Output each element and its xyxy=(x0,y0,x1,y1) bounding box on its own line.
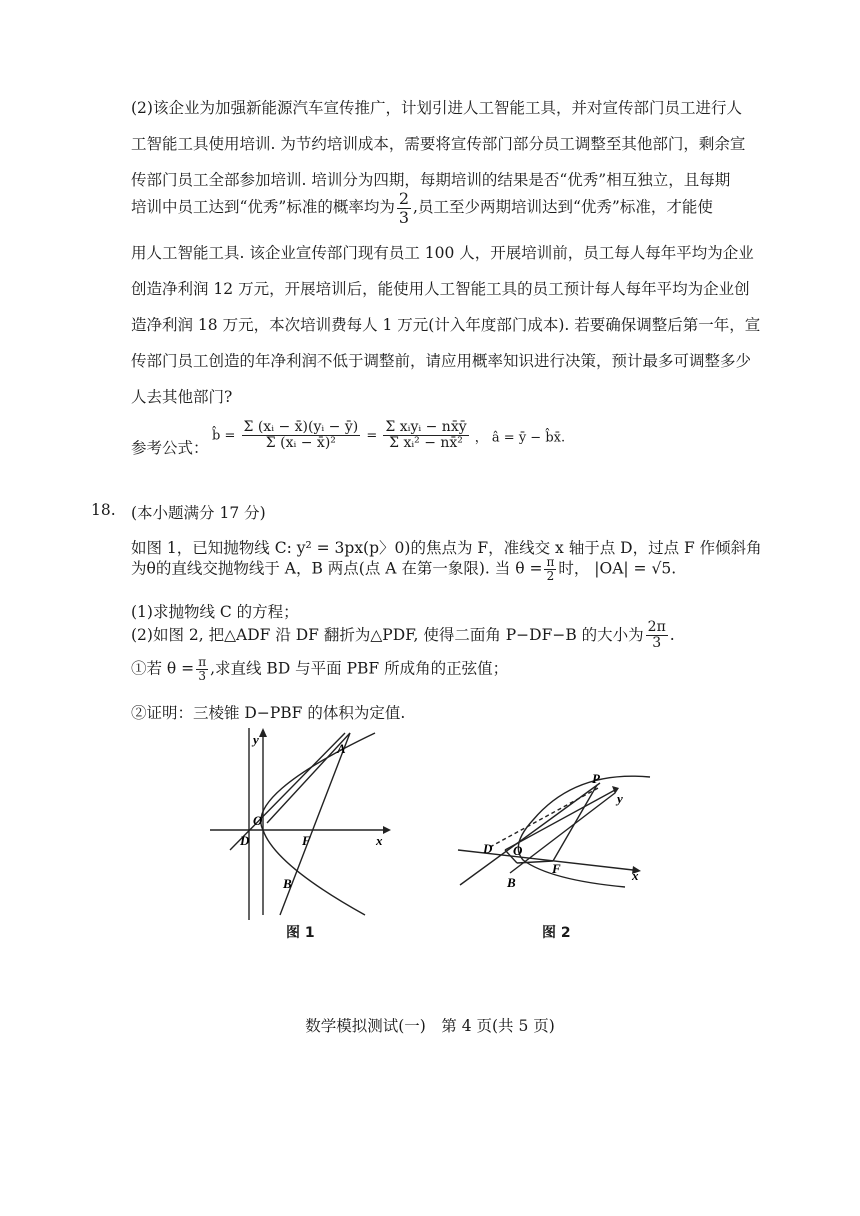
x-axis-arrow-icon xyxy=(383,826,391,834)
q18-intro-1: 如图 1，已知抛物线 C: y² = 3px(p〉0)的焦点为 F，准线交 x 轴于点 D，过点 F 作倾斜角 xyxy=(131,539,762,557)
fraction-denominator: 3 xyxy=(652,635,662,652)
q18-intro-2 xyxy=(131,556,676,583)
reference-formula xyxy=(212,420,565,452)
reference-label: 参考公式： xyxy=(131,439,209,457)
q17-line-4-text-b: ,员工至少两期培训达到“优秀”标准，才能使 xyxy=(413,198,713,217)
q17-line-9: 人去其他部门? xyxy=(131,388,233,406)
formula-fraction-2 xyxy=(383,420,468,452)
fig1-label-b: B xyxy=(283,876,292,891)
fig2-label-p: P xyxy=(592,771,600,786)
fig1-label-o: O xyxy=(253,813,263,828)
line-bp xyxy=(510,793,615,873)
fig1-label-f: F xyxy=(302,833,311,848)
line-bf xyxy=(517,861,553,863)
q18-sub-1 xyxy=(131,656,508,683)
equals-sign: = xyxy=(366,428,378,444)
fig1-label-x: x xyxy=(376,833,383,848)
q17-line-4 xyxy=(131,190,713,226)
q17-line-7: 造净利润 18 万元，本次培训费每人 1 万元(计入年度部门成本). 若要确保调整后第一年，宣 xyxy=(131,316,761,334)
q17-line-6: 创造净利润 12 万元，开展培训后，能使用人工智能工具的员工预计每人每年平均为企业创 xyxy=(131,280,750,298)
q18-part-1: (1)求抛物线 C 的方程； xyxy=(131,603,299,621)
dihedral-fraction xyxy=(646,620,668,652)
probability-fraction xyxy=(397,190,411,226)
q17-line-3: 传部门员工全部参加培训. 培训分为四期，每期培训的结果是否“优秀”相互独立，且每期 xyxy=(131,171,731,189)
formula-den-1: Σ (xᵢ − x̄)² xyxy=(265,435,336,452)
figure-1-caption: 图 1 xyxy=(286,925,315,941)
q18-part-2 xyxy=(131,620,675,652)
formula-num-1: Σ (xᵢ − x̄)(yᵢ − ȳ) xyxy=(243,419,359,435)
q17-line-4-text-a: 培训中员工达到“优秀”标准的概率均为 xyxy=(131,198,395,217)
theta-fraction xyxy=(544,556,556,583)
q17-line-2: 工智能工具使用培训. 为节约培训成本，需要将宣传部门部分员工调整至其他部门，剩余宣 xyxy=(131,135,746,153)
q18-sub-2: ②证明：三棱锥 D−PBF 的体积为定值. xyxy=(131,704,406,722)
q18-intro-2-b: 时， |OA| = √5. xyxy=(558,559,677,578)
q17-line-1: (2)该企业为加强新能源汽车宣传推广，计划引进人工智能工具，并对宣传部门员工进行人 xyxy=(131,99,742,117)
fig1-label-y: y xyxy=(253,732,259,747)
fraction-denominator: 3 xyxy=(398,207,410,227)
figure-1 xyxy=(205,725,395,925)
fraction-numerator: π xyxy=(198,655,207,669)
fig2-label-f: F xyxy=(552,861,561,876)
q18-part-2-a: (2)如图 2, 把△ADF 沿 DF 翻折为△PDF, 使得二面角 P−DF−B 的大小为 xyxy=(131,625,644,644)
q18-sub-1-a: ①若 θ = xyxy=(131,659,195,678)
formula-den-2: Σ xᵢ² − nx̄² xyxy=(389,435,463,452)
fig2-label-y: y xyxy=(617,791,623,806)
figure-2 xyxy=(455,765,655,895)
fraction-denominator: 2 xyxy=(546,569,555,584)
page-footer: 数学模拟测试(一) 第 4 页(共 5 页) xyxy=(305,1017,555,1035)
b-hat-symbol: b̂ = xyxy=(212,428,236,444)
fraction-denominator: 3 xyxy=(198,669,206,684)
fig2-label-o: O xyxy=(513,843,523,858)
q18-sub-1-b: ,求直线 BD 与平面 PBF 所成角的正弦值； xyxy=(210,659,509,678)
fig2-label-x: x xyxy=(632,868,639,883)
theta-fraction xyxy=(196,656,208,683)
q17-line-5: 用人工智能工具. 该企业宣传部门现有员工 100 人，开展培训前，员工每人每年平均为企业 xyxy=(131,244,754,262)
q18-part-2-b: . xyxy=(669,625,675,644)
figure-2-caption: 图 2 xyxy=(542,925,571,941)
formula-fraction-1 xyxy=(242,420,361,452)
y-axis-arrow-icon xyxy=(259,728,267,737)
q17-line-8: 传部门员工创造的年净利润不低于调整前，请应用概率知识进行决策，预计最多可调整多少 xyxy=(131,352,752,370)
fig1-label-d: D xyxy=(240,833,250,848)
fig2-label-b: B xyxy=(507,875,516,890)
fraction-numerator: 2π xyxy=(647,619,666,635)
fraction-numerator: 2 xyxy=(398,189,410,208)
fraction-numerator: π xyxy=(546,555,555,569)
q18-header: (本小题满分 17 分) xyxy=(131,504,266,522)
a-hat-formula: ， â = ȳ − b̂x̄. xyxy=(474,430,566,446)
fig1-label-a: A xyxy=(337,741,346,756)
q18-number: 18. xyxy=(91,501,116,519)
fig2-label-d: D xyxy=(483,841,493,856)
q18-intro-2-a: 为θ的直线交抛物线于 A，B 两点(点 A 在第一象限). 当 θ = xyxy=(131,559,543,578)
formula-num-2: Σ xᵢyᵢ − nx̄ȳ xyxy=(385,419,467,435)
